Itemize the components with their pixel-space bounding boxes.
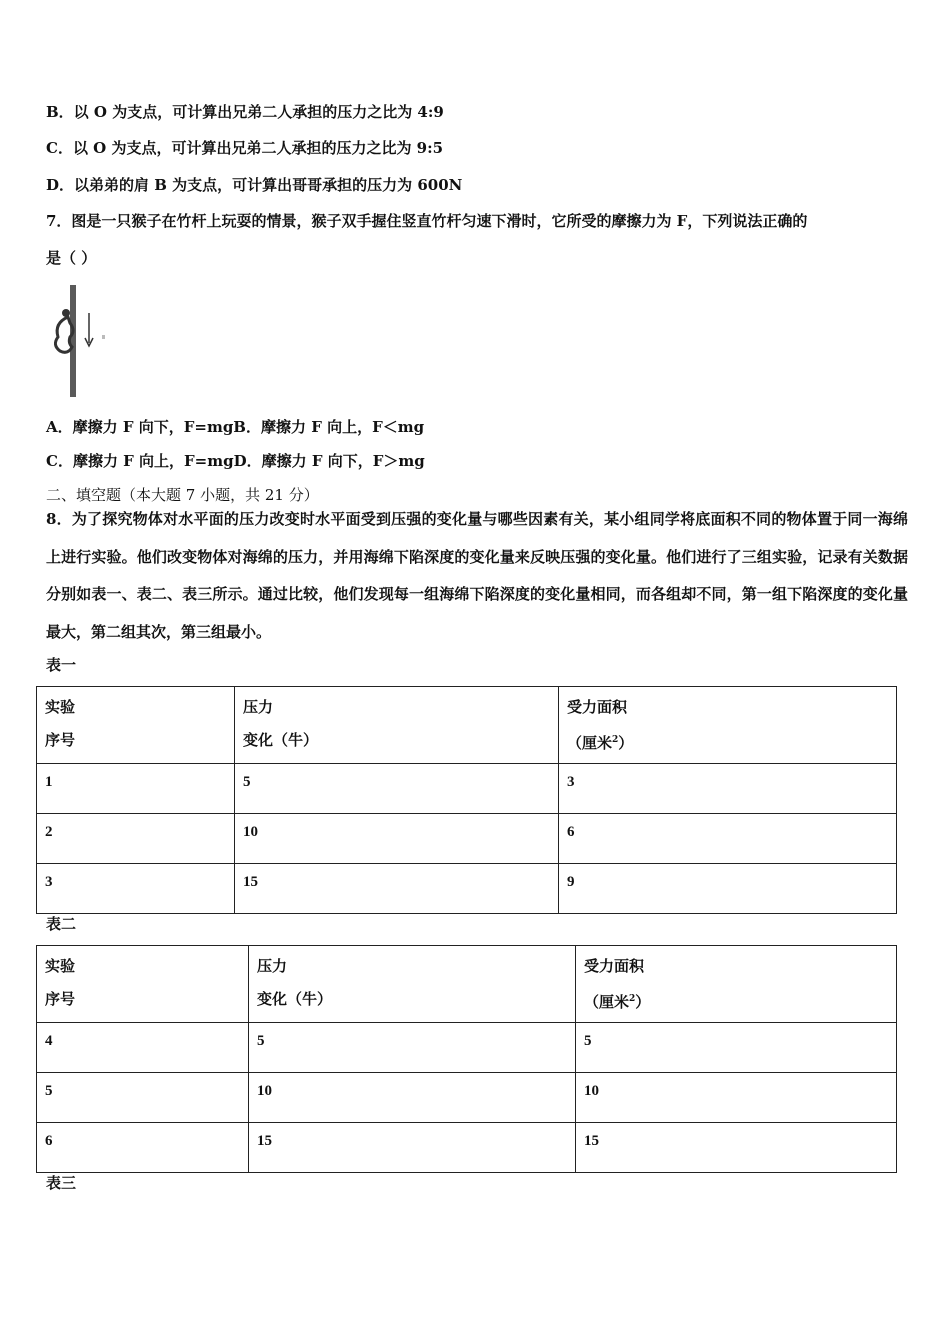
table-row xyxy=(37,1023,897,1073)
table-2-caption: 表二 xyxy=(46,915,77,933)
table-cell: 3 xyxy=(559,764,897,814)
table-header-row xyxy=(37,687,897,764)
question-7-options-cd: C．摩擦力 F 向上，F=mgD．摩擦力 F 向下，F＞mg xyxy=(46,452,425,470)
table-cell: 10 xyxy=(576,1073,897,1123)
table-cell: 4 xyxy=(37,1023,249,1073)
table-cell: 5 xyxy=(576,1023,897,1073)
table-cell: 5 xyxy=(235,764,559,814)
table-1 xyxy=(36,686,897,914)
table-row xyxy=(37,864,897,914)
option-d-q6: D．以弟弟的肩 B 为支点，可计算出哥哥承担的压力为 600N xyxy=(46,176,463,194)
question-7-stem-end: 是（ ） xyxy=(46,249,97,267)
table-cell: 10 xyxy=(249,1073,576,1123)
header-cell: 受力面积 （厘米$^2$） xyxy=(576,946,897,1023)
table-cell: 1 xyxy=(37,764,235,814)
table-cell: 3 xyxy=(37,864,235,914)
table-cell: 15 xyxy=(235,864,559,914)
table-2 xyxy=(36,945,897,1173)
header-cell: 实验 序号 xyxy=(37,946,249,1023)
header-cell: 受力面积 （厘米$^2$） xyxy=(559,687,897,764)
question-7-stem: 7．图是一只猴子在竹杆上玩耍的情景，猴子双手握住竖直竹杆匀速下滑时，它所受的摩擦力为 F，下列说法正确的 xyxy=(46,212,808,230)
header-cell: 实验 序号 xyxy=(37,687,235,764)
option-c-q6: C．以 O 为支点，可计算出兄弟二人承担的压力之比为 9:5 xyxy=(46,139,444,157)
table-3-caption: 表三 xyxy=(46,1174,77,1192)
table-cell: 9 xyxy=(559,864,897,914)
monkey-pole-figure xyxy=(46,283,116,399)
table-cell: 15 xyxy=(576,1123,897,1173)
table-row xyxy=(37,1073,897,1123)
section-title: 二、填空题（本大题 7 小题，共 21 分） xyxy=(46,486,319,504)
table-1-caption: 表一 xyxy=(46,656,77,674)
table-cell: 5 xyxy=(249,1023,576,1073)
table-cell: 6 xyxy=(559,814,897,864)
table-row xyxy=(37,1123,897,1173)
table-cell: 15 xyxy=(249,1123,576,1173)
table-cell: 2 xyxy=(37,814,235,864)
table-row xyxy=(37,814,897,864)
table-row xyxy=(37,764,897,814)
table-cell: 10 xyxy=(235,814,559,864)
header-cell: 压力 变化（牛） xyxy=(249,946,576,1023)
question-8-text: 8．为了探究物体对水平面的压力改变时水平面受到压强的变化量与哪些因素有关，某小组同学将底面积不同的物体置于同一海绵上进行实验。他们改变物体对海绵的压力，并用海绵下陷深度的变化量来反映压强的变化量。他们进行了三组实验，记录有关数据分别如表一、表二、表三所示。通过比较，他们发现每一组海绵下陷深度的变化量相同，而各组却不同，第一组下陷深度的变化量最大，第二组其次，第三组最小。 xyxy=(46,510,908,641)
header-cell: 压力 变化（牛） xyxy=(235,687,559,764)
table-cell: 5 xyxy=(37,1073,249,1123)
question-7-options-ab: A．摩擦力 F 向下，F=mgB．摩擦力 F 向上，F＜mg xyxy=(46,418,425,436)
table-cell: 6 xyxy=(37,1123,249,1173)
option-b-q6: B．以 O 为支点，可计算出兄弟二人承担的压力之比为 4:9 xyxy=(46,103,444,121)
table-header-row xyxy=(37,946,897,1023)
